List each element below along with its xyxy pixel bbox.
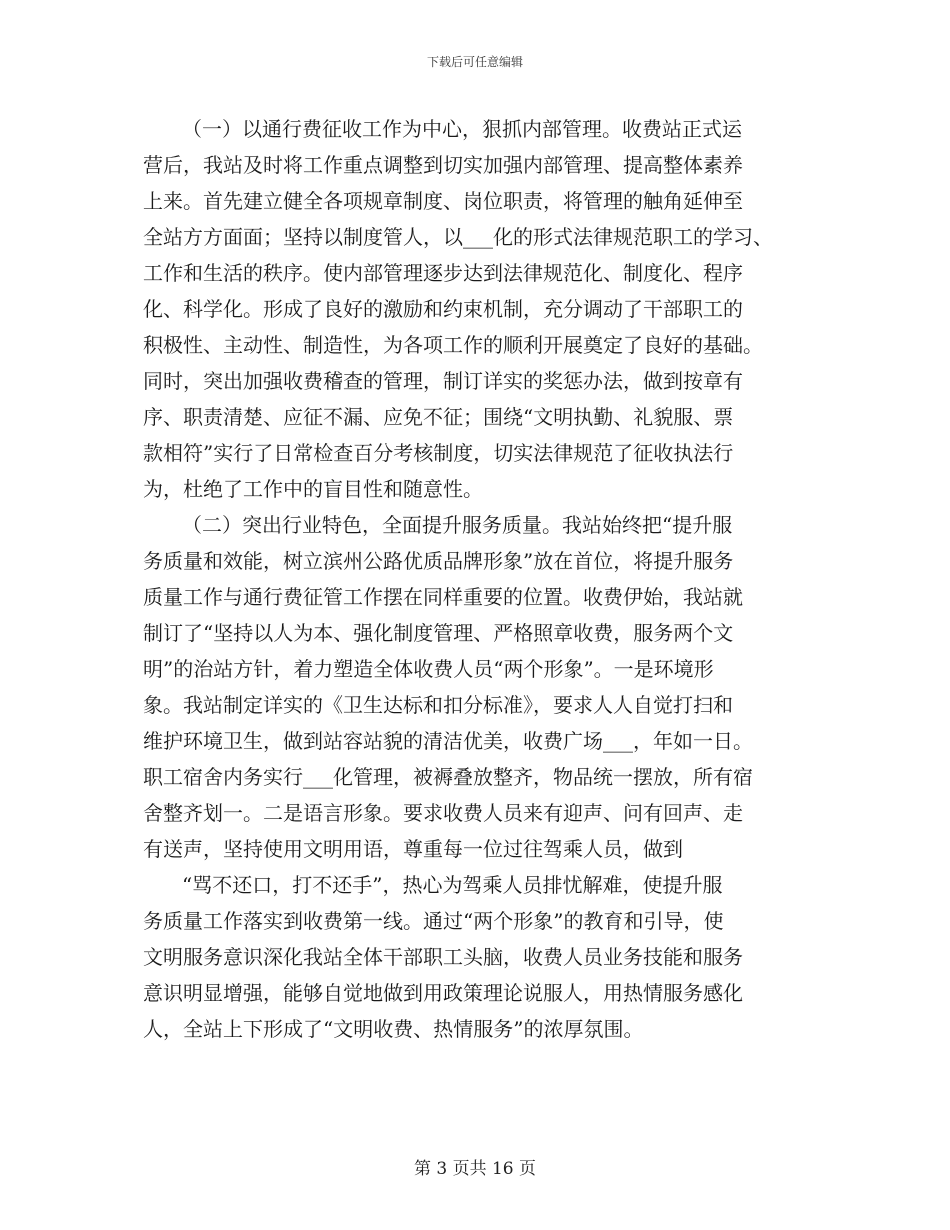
text-line: 文明服务意识深化我站全体干部职工头脑，收费人员业务技能和服务 (143, 945, 743, 969)
text-line: （一）以通行费征收工作为中心，狠抓内部管理。收费站正式运 (182, 117, 742, 141)
text-line: 序、职责清楚、应征不漏、应免不征；围绕“文明执勤、礼貌服、票 (143, 405, 734, 429)
text-line: 有送声，坚持使用文明用语，尊重每一位过往驾乘人员，做到 (143, 837, 683, 861)
page-number: 第 3 页共 16 页 (413, 1159, 537, 1179)
text-line: 质量工作与通行费征管工作摆在同样重要的位置。收费伊始，我站就 (143, 585, 743, 609)
text-line: 上来。首先建立健全各项规章制度、岗位职责，将管理的触角延伸至 (143, 189, 743, 213)
text-line: 舍整齐划一。二是语言形象。要求收费人员来有迎声、问有回声、走 (143, 801, 743, 825)
text-line: 全站方方面面；坚持以制度管人，以___化的形式法律规范职工的学习、 (143, 225, 773, 249)
page-header: 下载后可任意编辑 (426, 55, 523, 69)
text-line: 意识明显增强，能够自觉地做到用政策理论说服人，用热情服务感化 (143, 981, 743, 1005)
text-line: 制订了“坚持以人为本、强化制度管理、严格照章收费，服务两个文 (143, 621, 734, 645)
text-line: 积极性、主动性、制造性，为各项工作的顺利开展奠定了良好的基础。 (143, 333, 763, 357)
text-line: 工作和生活的秩序。使内部管理逐步达到法律规范化、制度化、程序 (143, 261, 743, 285)
text-line: 化、科学化。形成了良好的激励和约束机制，充分调动了干部职工的 (143, 297, 743, 321)
text-line: 维护环境卫生，做到站容站貌的清洁优美，收费广场___，年如一日。 (143, 729, 753, 753)
text-line: 同时，突出加强收费稽查的管理，制订详实的奖惩办法，做到按章有 (143, 369, 743, 393)
text-line: 明”的治站方针，着力塑造全体收费人员“两个形象”。一是环境形 (143, 657, 714, 681)
text-line: 为，杜绝了工作中的盲目性和随意性。 (143, 477, 483, 501)
text-line: 款相符”实行了日常检查百分考核制度，切实法律规范了征收执法行 (143, 441, 734, 465)
text-line: “骂不还口，打不还手”，热心为驾乘人员排忧解难，使提升服 (182, 873, 723, 897)
text-line: 职工宿舍内务实行___化管理，被褥叠放整齐，物品统一摆放，所有宿 (143, 765, 753, 789)
text-line: 象。我站制定详实的《卫生达标和扣分标准》，要求人人自觉打扫和 (143, 693, 733, 717)
text-line: （二）突出行业特色，全面提升服务质量。我站始终把“提升服 (182, 513, 733, 537)
text-line: 人，全站上下形成了“文明收费、热情服务”的浓厚氛围。 (143, 1017, 644, 1041)
text-line: 营后，我站及时将工作重点调整到切实加强内部管理、提高整体素养 (143, 153, 743, 177)
text-line: 务质量工作落实到收费第一线。通过“两个形象”的教育和引导，使 (143, 909, 724, 933)
text-line: 务质量和效能，树立滨州公路优质品牌形象”放在首位，将提升服务 (143, 549, 734, 573)
